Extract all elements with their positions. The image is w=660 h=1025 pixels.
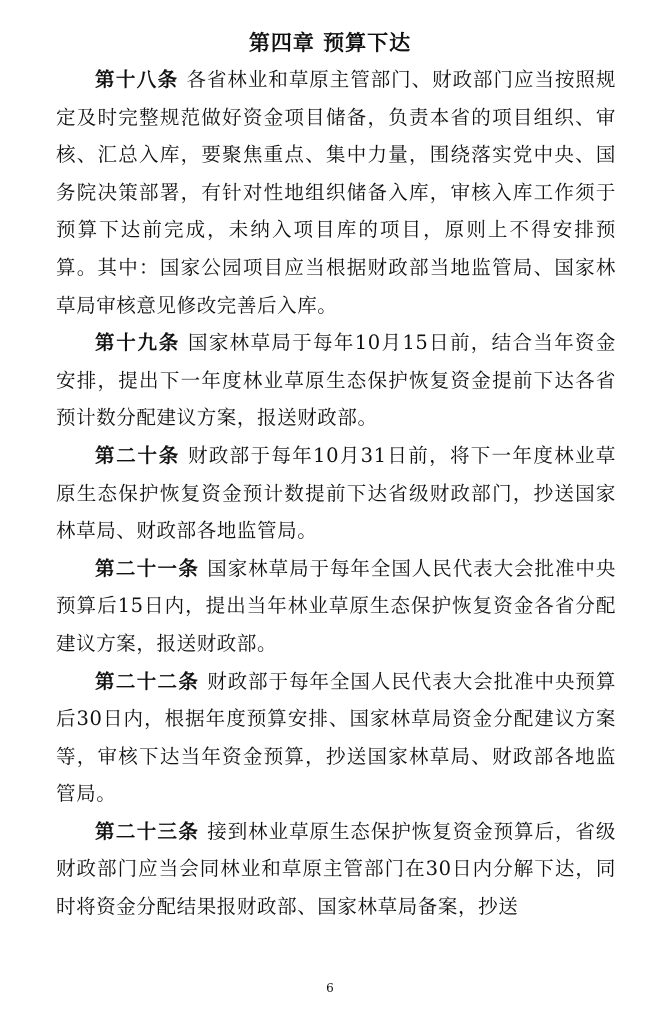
article-text: 财政部于每年10月31日前，将下一年度林业草原生态保护恢复资金预计数提前下达省级财政部门，抄送国家林草局、财政部各地监管局。: [56, 443, 616, 543]
page-number: 6: [326, 981, 334, 995]
article-21: [56, 550, 616, 663]
article-text: 财政部于每年全国人民代表大会批准中央预算后30日内，根据年度预算安排、国家林草局资金分配建议方案等，审核下达当年资金预算，抄送国家林草局、财政部各地监管局。: [56, 669, 616, 806]
document-body: [56, 61, 616, 926]
article-label: 第十九条: [95, 331, 180, 355]
article-label: 第二十条: [95, 443, 180, 467]
article-label: 第二十三条: [95, 819, 200, 843]
article-label: 第二十一条: [95, 556, 200, 580]
article-text: 国家林草局于每年全国人民代表大会批准中央预算后15日内，提出当年林业草原生态保护恢复资金各省分配建议方案，报送财政部。: [56, 556, 616, 655]
article-text: 各省林业和草原主管部门、财政部门应当按照规定及时完整规范做好资金项目储备，负责本省的项目组织、审核、汇总入库，要聚焦重点、集中力量，围绕落实党中央、国务院决策部署，有针对性地组织储备入库，审核入库工作须于预算下达前完成，未纳入项目库的项目，原则上不得安排预算。其中：国家公园项目应当根据财政部当地监管局、国家林草局审核意见修改完善后入库。: [56, 68, 616, 317]
article-23: [56, 813, 616, 926]
article-label: 第二十二条: [95, 669, 200, 693]
chapter-title: 第四章 预算下达: [248, 31, 412, 55]
article-20: [56, 437, 616, 550]
article-22: [56, 663, 616, 813]
article-text: 接到林业草原生态保护恢复资金预算后，省级财政部门应当会同林业和草原主管部门在30日内分解下达，同时将资金分配结果报财政部、国家林草局备案，抄送: [56, 819, 616, 919]
article-18: [56, 61, 616, 324]
article-text: 国家林草局于每年10月15日前，结合当年资金安排，提出下一年度林业草原生态保护恢复资金提前下达各省预计数分配建议方案，报送财政部。: [56, 331, 616, 430]
article-19: [56, 324, 616, 437]
article-label: 第十八条: [95, 68, 179, 91]
